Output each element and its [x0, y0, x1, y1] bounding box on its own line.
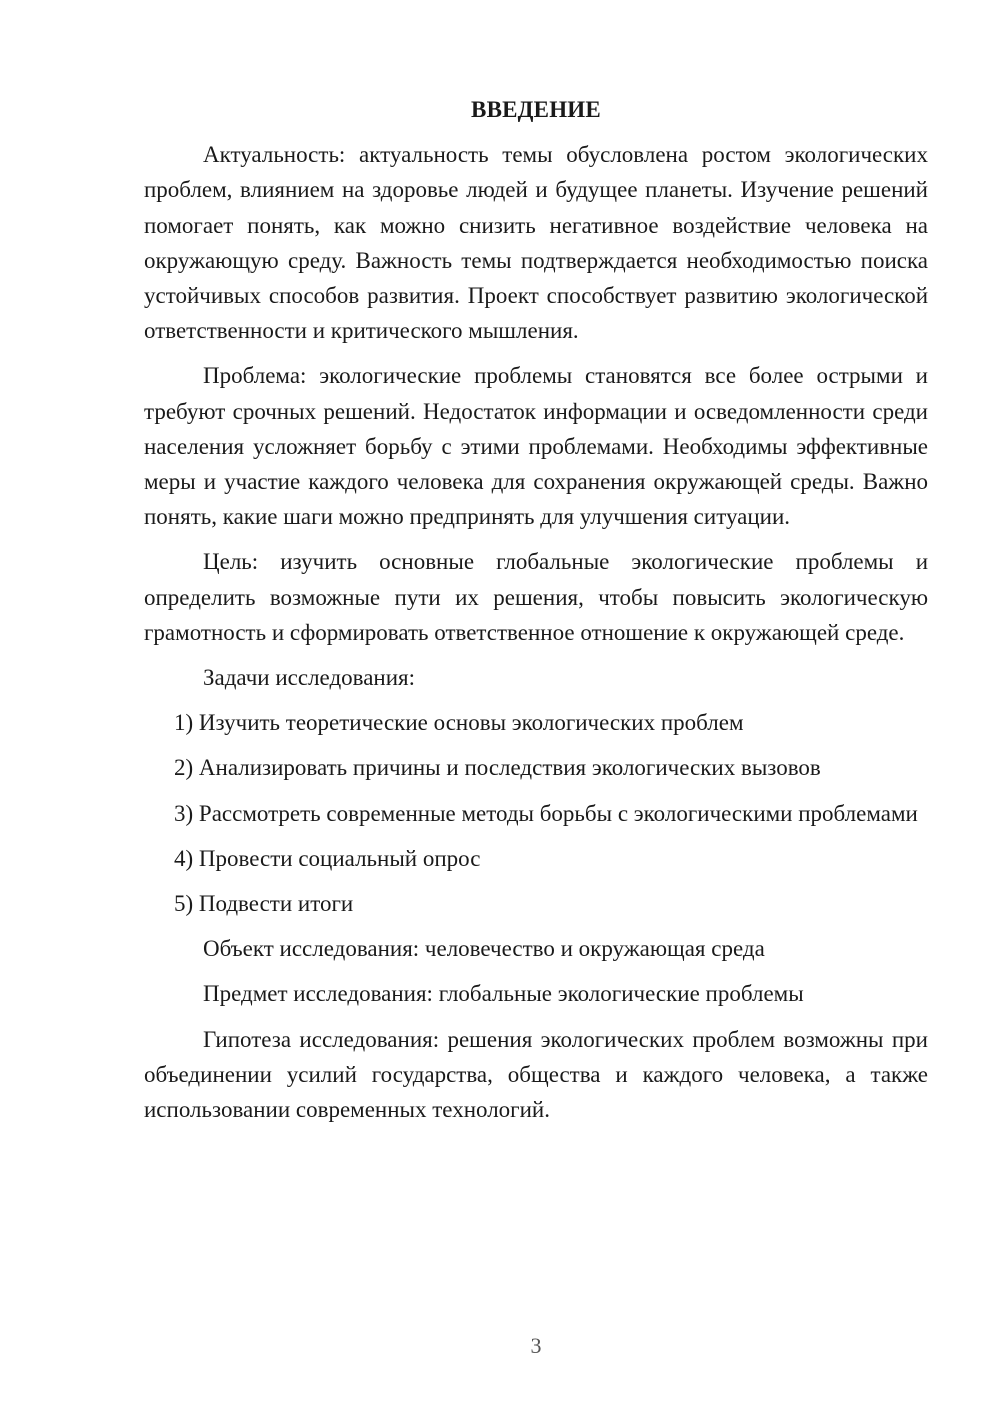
problem-paragraph: Проблема: экологические проблемы становятся все более острыми и требуют срочных решений. Недостаток информации и осведомленности среди населения усложняет борьбу с этими проблемами. Необходимы эффективные меры и участие каждого человека для сохранения окружающей среды. Важно понять, какие шаги можно предпринять для улучшения ситуации.	[144, 363, 928, 530]
research-subject: Предмет исследования: глобальные экологические проблемы	[203, 981, 804, 1007]
page-content	[144, 92, 928, 1137]
task-item: 1) Изучить теоретические основы экологических проблем	[174, 710, 744, 736]
page-number: 3	[530, 1333, 542, 1358]
research-object: Объект исследования: человечество и окружающая среда	[203, 936, 765, 962]
relevance-paragraph: Актуальность: актуальность темы обусловлена ростом экологических проблем, влиянием на здоровье людей и будущее планеты. Изучение решений помогает понять, как можно снизить негативное воздействие человека на окружающую среду. Важность темы подтверждается необходимостью поиска устойчивых способов развития. Проект способствует развитию экологической ответственности и критического мышления.	[144, 142, 928, 344]
page-title: ВВЕДЕНИЕ	[471, 97, 601, 122]
goal-paragraph: Цель: изучить основные глобальные экологические проблемы и определить возможные пути их решения, чтобы повысить экологическую грамотность и сформировать ответственное отношение к окружающей среде.	[144, 549, 928, 645]
task-item: 2) Анализировать причины и последствия экологических вызовов	[174, 755, 821, 781]
task-item: 5) Подвести итоги	[174, 891, 354, 917]
task-item: 4) Провести социальный опрос	[174, 845, 481, 871]
task-item: 3) Рассмотреть современные методы борьбы с экологическими проблемами	[174, 800, 918, 826]
tasks-heading: Задачи исследования:	[203, 665, 416, 691]
research-hypothesis: Гипотеза исследования: решения экологических проблем возможны при объединении усилий государства, общества и каждого человека, а также использовании современных технологий.	[144, 1026, 928, 1123]
